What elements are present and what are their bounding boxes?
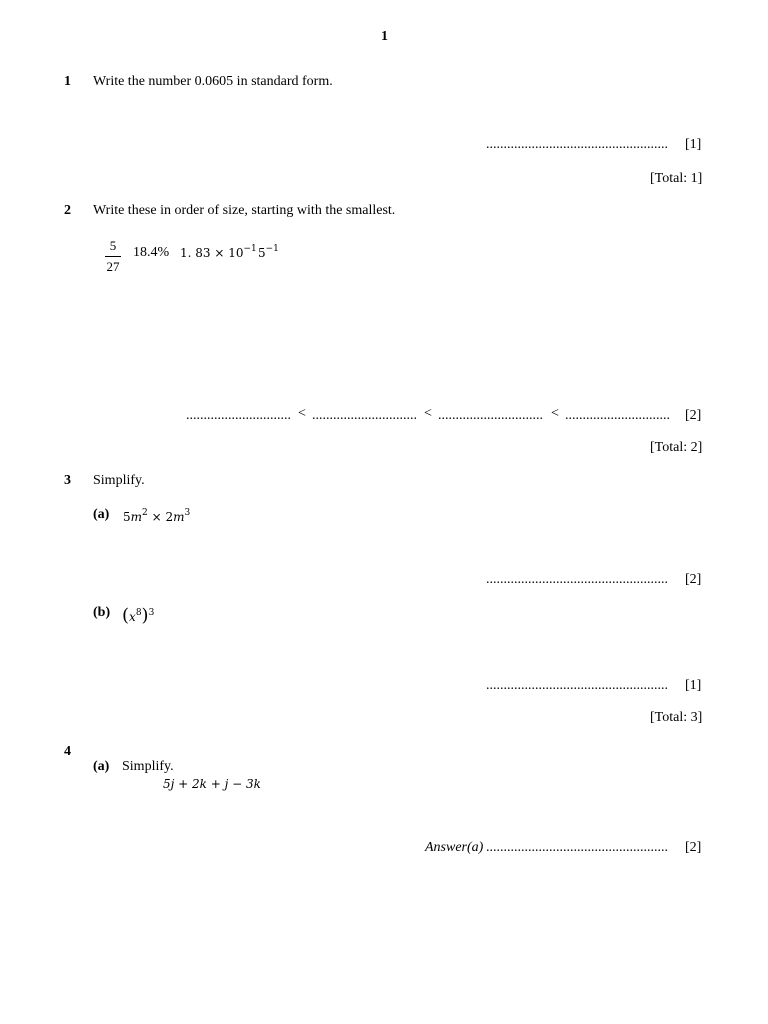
question-3b-marks: [1] [685, 678, 702, 693]
order-blank-4[interactable]: .............................. [565, 408, 670, 423]
variable: x [129, 610, 136, 624]
question-3a-expression [123, 508, 191, 524]
fraction-denominator: 27 [106, 259, 120, 274]
question-4a-label: (a) [93, 759, 110, 774]
question-3a-label: (a) [93, 507, 110, 522]
question-2-total: [Total: 2] [650, 440, 703, 455]
order-blank-2[interactable]: .............................. [312, 408, 417, 423]
standard-form-base: 1. 83 × 10 [180, 246, 244, 260]
variable: m [130, 510, 143, 524]
operator: × [151, 510, 162, 524]
question-3-total: [Total: 3] [650, 710, 703, 725]
question-3-text: Simplify. [93, 473, 145, 488]
question-3b-expression [122, 607, 154, 625]
coefficient: 2 [165, 510, 174, 524]
question-1-number: 1 [64, 74, 71, 89]
less-than-sign-2: < [424, 406, 432, 421]
question-2-text: Write these in order of size, starting with the smallest. [93, 203, 396, 218]
right-parenthesis: ) [141, 605, 149, 626]
question-4a-expression: 5j + 2k + j − 3k [163, 777, 261, 791]
question-1-text: Write the number 0.0605 in standard form. [93, 74, 333, 89]
less-than-sign-1: < [298, 406, 306, 421]
question-3a-marks: [2] [685, 572, 702, 587]
variable: m [173, 510, 185, 524]
order-item-standard-form [180, 244, 257, 260]
inner-exponent: 8 [135, 608, 142, 618]
question-3b-answer-line[interactable]: .................................................... [486, 678, 668, 693]
question-3b-label: (b) [93, 605, 111, 620]
left-parenthesis: ( [122, 605, 130, 626]
question-4a-text: Simplify. [122, 759, 174, 774]
question-2-marks: [2] [685, 408, 702, 423]
question-3a-answer-line[interactable]: .................................................... [486, 572, 668, 587]
standard-form-exponent: −1 [243, 244, 257, 254]
question-4a-answer-line[interactable]: .................................................... [486, 840, 668, 855]
coefficient: 5 [123, 510, 131, 524]
fraction-bar [105, 256, 121, 257]
order-blank-3[interactable]: .............................. [438, 408, 543, 423]
exponent: 3 [184, 508, 191, 518]
exponent: 2 [142, 508, 148, 518]
order-item-power [258, 244, 279, 260]
order-blank-1[interactable]: .............................. [186, 408, 291, 423]
question-4a-answer-label: Answer(a) [425, 840, 484, 855]
question-4-number: 4 [64, 744, 71, 759]
fraction-5-27 [103, 238, 123, 275]
outer-exponent: 3 [148, 608, 155, 618]
less-than-sign-3: < [551, 406, 559, 421]
power-exponent: −1 [265, 244, 279, 254]
question-1-answer-line[interactable]: .................................................... [486, 137, 668, 152]
fraction-numerator: 5 [109, 238, 117, 253]
power-base: 5 [258, 246, 266, 260]
page-number: 1 [381, 29, 388, 44]
question-3-number: 3 [64, 473, 71, 488]
question-2-number: 2 [64, 203, 71, 218]
order-item-percent: 18.4% [133, 245, 170, 260]
question-1-total: [Total: 1] [650, 171, 703, 186]
question-1-marks: [1] [685, 137, 702, 152]
question-4a-marks: [2] [685, 840, 702, 855]
